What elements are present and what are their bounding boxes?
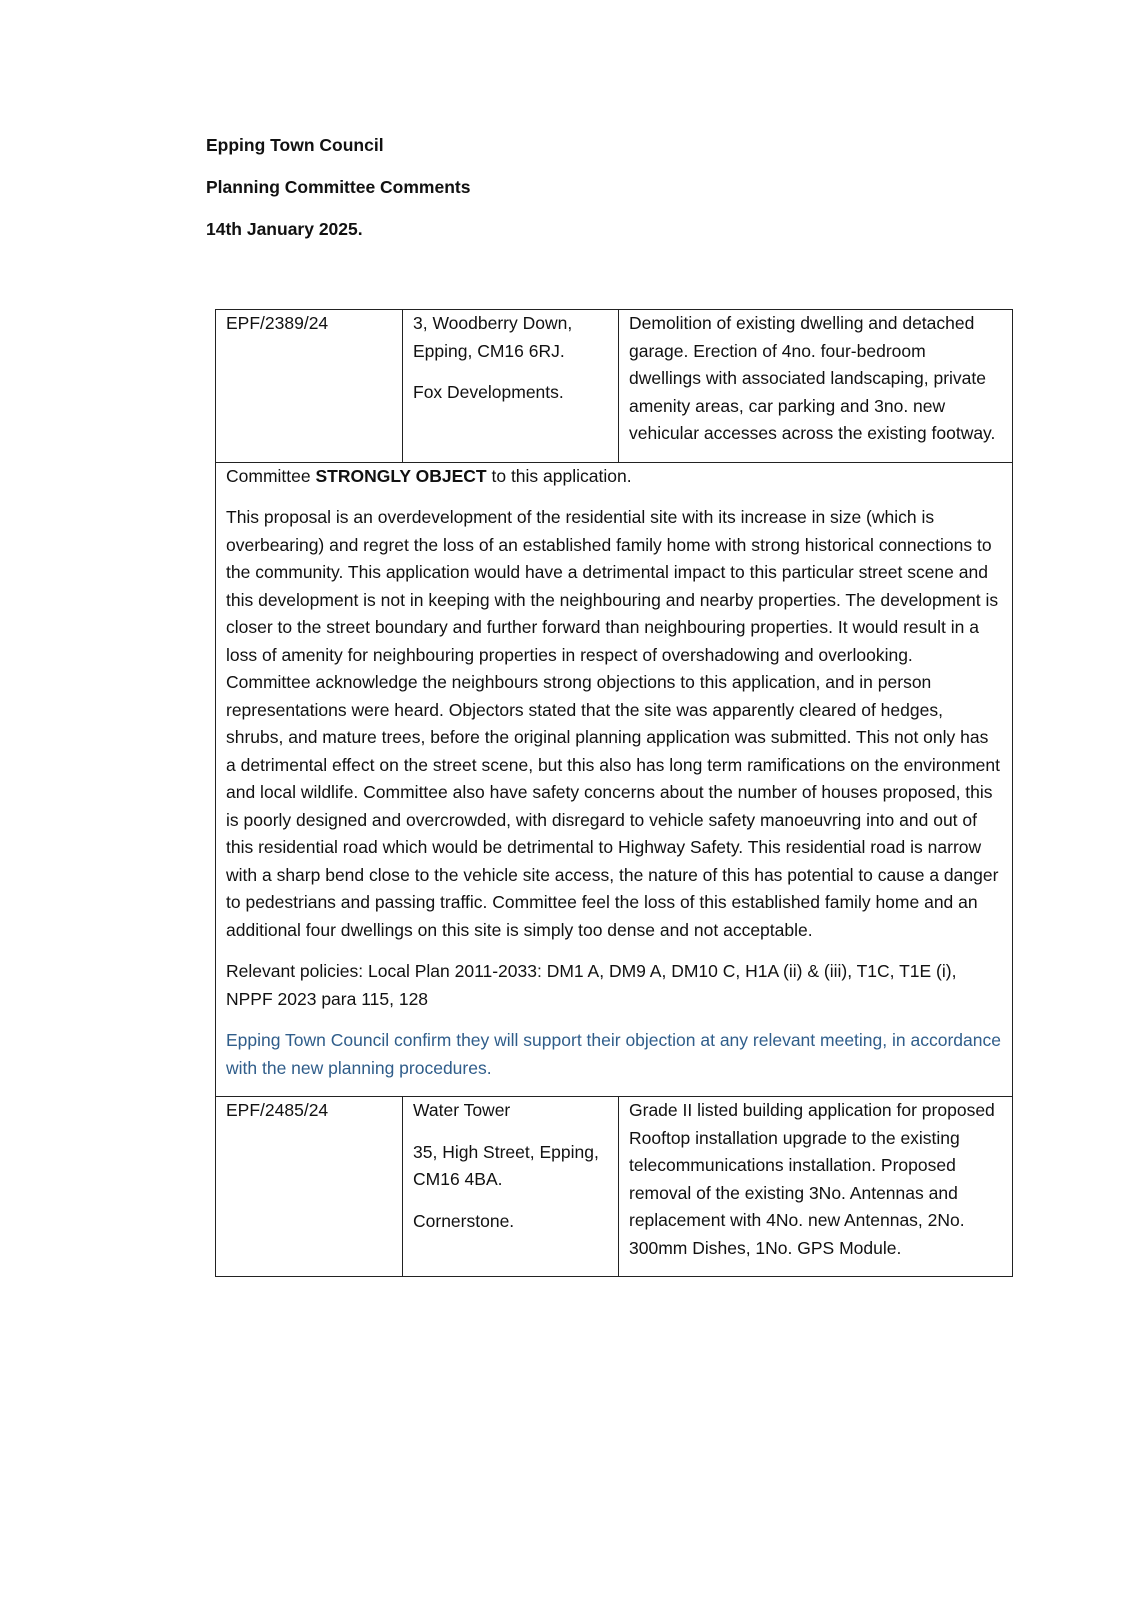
application-row <box>216 1097 1013 1277</box>
document-header <box>206 132 906 258</box>
council-name: Epping Town Council <box>206 135 384 155</box>
application-row <box>216 310 1013 463</box>
decision-prefix: Committee <box>226 465 316 486</box>
application-ref-cell <box>216 1097 403 1277</box>
committee-comment-body: This proposal is an overdevelopment of the residential site with its increase in size (which is overbearing) and regret the loss of an established family home with strong historical connections to the community. This application would have a detrimental impact to this particular street scene and this development is not in keeping with the neighbouring and nearby properties. The development is closer to the street boundary and further forward than neighbouring properties. It would result in a loss of amenity for neighbouring properties in respect of overshadowing and overlooking. Committee acknowledge the neighbours strong objections to this application, and in person representations were heard. Objectors stated that the site was apparently cleared of hedges, shrubs, and mature trees, before the original planning application was submitted. This not only has a detrimental effect on the street scene, but this also has long term ramifications on the environment and local wildlife. Committee also have safety concerns about the number of houses proposed, this is poorly designed and overcrowded, with disregard to vehicle safety manoeuvring into and out of this residential road which would be detrimental to Highway Safety. This residential road is narrow with a sharp bend close to the vehicle site access, the nature of this has potential to cause a danger to pedestrians and passing traffic. Committee feel the loss of this established family home and an additional four dwellings on this site is simply too dense and not acceptable. <box>226 507 1000 940</box>
committee-decision <box>226 463 1002 491</box>
application-ref: EPF/2389/24 <box>226 313 329 333</box>
decision-suffix: to this application. <box>486 465 632 486</box>
document-title: Planning Committee Comments <box>206 177 471 197</box>
application-ref: EPF/2485/24 <box>226 1100 329 1120</box>
application-site-name: Water Tower <box>413 1100 511 1120</box>
relevant-policies: Relevant policies: Local Plan 2011-2033: DM1 A, DM9 A, DM10 C, H1A (ii) & (iii), T1C, T1E (i), NPPF 2023 para 115, 128 <box>226 961 957 1009</box>
decision-bold: STRONGLY OBJECT <box>315 465 487 486</box>
application-ref-cell <box>216 310 403 463</box>
application-description: Grade II listed building application for proposed Rooftop installation upgrade to the existing telecommunications installation. Proposed removal of the existing 3No. Antennas and replacement with 4No. new Antennas, 2No. 300mm Dishes, 1No. GPS Module. <box>629 1100 995 1258</box>
objection-confirmation: Epping Town Council confirm they will support their objection at any relevant meeting, in accordance with the new planning procedures. <box>226 1030 1001 1078</box>
application-address: 3, Woodberry Down, Epping, CM16 6RJ. <box>413 313 573 361</box>
application-description-cell <box>619 310 1013 463</box>
document-date: 14th January 2025. <box>206 219 363 239</box>
application-applicant: Fox Developments. <box>413 382 564 402</box>
comment-row <box>216 462 1013 1097</box>
application-address-cell <box>403 1097 619 1277</box>
planning-applications-table <box>215 309 1013 1277</box>
application-applicant: Cornerstone. <box>413 1210 515 1231</box>
application-address-cell <box>403 310 619 463</box>
application-address: 35, High Street, Epping, CM16 4BA. <box>413 1141 599 1189</box>
application-description-cell <box>619 1097 1013 1277</box>
application-description: Demolition of existing dwelling and detached garage. Erection of 4no. four-bedroom dwellings with associated landscaping, private amenity areas, car parking and 3no. new vehicular accesses across the existing footway. <box>629 313 996 443</box>
committee-comment-cell <box>216 462 1013 1097</box>
